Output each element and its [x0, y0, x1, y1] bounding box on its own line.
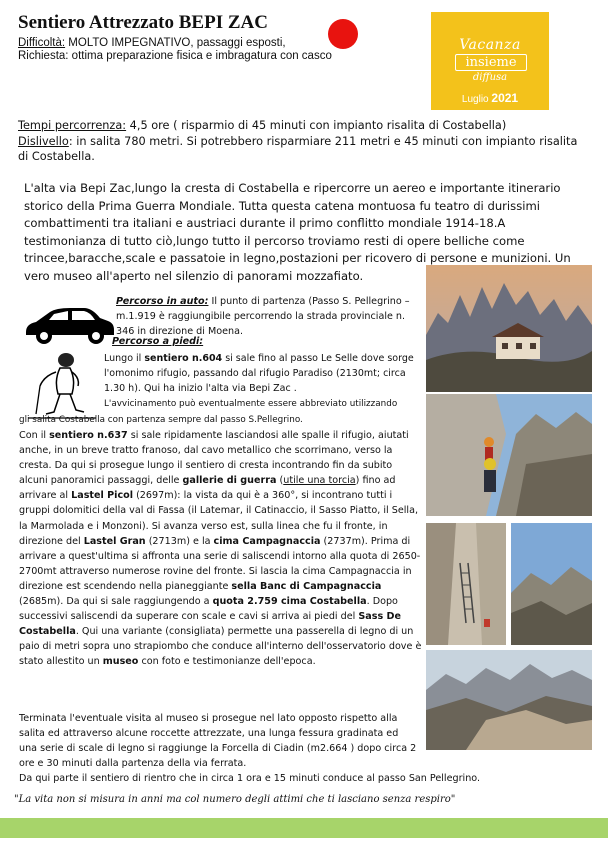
- logo-year: 2021: [491, 91, 519, 105]
- logo-month: Luglio: [461, 94, 489, 105]
- main-route-paragraph: [19, 428, 423, 670]
- sass-de-costabella: Sass De Costabella: [19, 611, 401, 638]
- logo-date: [431, 91, 549, 105]
- elevation-value: : in salita 780 metri. Si potrebbero risparmiare 211 metri e 45 minuti con impianto risalita di Costabella.: [18, 134, 578, 163]
- car-route-label: Percorso in auto:: [116, 296, 209, 307]
- main-text: . Qui una variante (consigliata) permette una passerella di legno di un paio di metri sopra uno strapiombo che conduce all'interno dell'osservatorio dove è stato allestito un: [19, 626, 422, 668]
- main-text: con foto e testimonianze dell'epoca.: [138, 656, 316, 668]
- walk-route-paragraph: [104, 351, 420, 412]
- panorama-photo: [426, 650, 592, 750]
- times-block: [18, 118, 578, 165]
- page-title: Sentiero Attrezzato BEPI ZAC: [18, 12, 268, 33]
- hiker-icon: [26, 350, 98, 420]
- cima-costabella: quota 2.759 cima Costabella: [212, 596, 367, 608]
- rifugio-photo: [426, 265, 592, 392]
- requirement-text: Richiesta: ottima preparazione fisica e imbragatura con casco: [18, 50, 332, 62]
- cima-campagnaccia: cima Campagnaccia: [213, 535, 321, 547]
- intro-paragraph: L'alta via Bepi Zac,lungo la cresta di Costabella e ripercorre un aereo e importante itinerario storico della Prima Guerra Mondiale. Tutta questa catena montuosa fu teatro di durissimi combattimenti tra italiani e austriaci durante il primo conflitto mondiale 1914-18.A testimonianza di tutto ciò,lungo tutto il percorso troviamo resti di opere belliche come trincee,baracche,scale e passatoie in legno,postazioni per ricovero di persone e munizioni. Un vero museo all'aperto nel silenzio di panorami mozzafiato.: [24, 181, 571, 283]
- lastel-gran: Lastel Gran: [83, 535, 146, 547]
- walk-route-label: Percorso a piedi:: [112, 336, 204, 347]
- return-text-2: Da qui parte il sentiero di rientro che in circa 1 ora e 15 minuti conduce al passo San Pellegrino.: [19, 773, 481, 785]
- war-galleries: gallerie di guerra: [182, 475, 277, 487]
- vacanza-insieme-logo: [431, 12, 549, 110]
- ridge-photo: [511, 523, 592, 645]
- walk-shortcut-continued: gli salita Costabella con partenza sempre dal passo S.Pellegrino.: [19, 415, 303, 425]
- main-text: (2713m) e la: [145, 535, 214, 547]
- lastel-picol: Lastel Picol: [71, 490, 134, 502]
- difficulty-value: MOLTO IMPEGNATIVO, passaggi esposti,: [65, 37, 286, 49]
- walk-shortcut-text: L'avvicinamento può eventualmente essere abbreviato utilizzando: [104, 399, 398, 409]
- car-route-paragraph: [116, 294, 416, 339]
- elevation-label: Dislivello: [18, 134, 69, 148]
- difficulty-red-dot: [328, 19, 358, 49]
- trail-637: sentiero n.637: [49, 430, 128, 441]
- logo-line2: insieme: [455, 54, 527, 71]
- difficulty-block: [18, 37, 332, 63]
- sella-banc: sella Banc di Campagnaccia: [231, 580, 382, 592]
- walk-trail-604: sentiero n.604: [144, 353, 223, 364]
- times-value: 4,5 ore ( risparmio di 45 minuti con impianto risalita di Costabella): [126, 119, 507, 132]
- car-icon: [22, 302, 116, 346]
- main-text: (2685m). Da qui si sale raggiungendo a: [19, 596, 213, 608]
- museum: museo: [102, 656, 139, 668]
- torch-note: utile una torcia: [283, 475, 356, 487]
- car-route-text: Il punto di partenza (Passo S. Pellegrino –m.1.919 è raggiungibile percorrendo la strada provinciale n. 346 in direzione di Moena.: [116, 296, 410, 337]
- main-text: (2737m). Prima di arrivare a quest'ultima si affronta una serie di saliscendi intorno alla quota di 2650-2700mt attraverso numerose rovine del fronte. Si lascia la cima Campagnaccia in direzione est scendendo nella pianeggiante: [19, 535, 421, 592]
- times-label: Tempi percorrenza:: [18, 119, 127, 132]
- walk-text-a: Lungo il: [104, 353, 145, 364]
- main-text: (: [276, 475, 284, 487]
- walk-text-c: si sale fino al passo Le Selle dove sorge l'omonimo rifugio, passando dal rifugio Paradiso (2130mt; circa 1.30 h). Qui ha inizio l'alta via Bepi Zac .: [104, 353, 414, 394]
- return-text-1: Terminata l'eventuale visita al museo si prosegue nel lato opposto rispetto alla salita ed attraverso alcune roccette attrezzate, una lunga fessura gradinata ed una serie di scale di legno si raggiunge la Forcella di Ciadin (m2.664 ) dopo circa 2 ore e 30 minuti dalla partenza della via ferrata.: [19, 713, 417, 770]
- logo-line1: Vacanza: [459, 37, 521, 53]
- footer-bar: [0, 818, 608, 838]
- ladder-photo: [426, 523, 506, 645]
- main-text: ) fino ad arrivare al: [19, 475, 396, 502]
- difficulty-label: Difficoltà:: [18, 37, 66, 49]
- main-text: . Dopo successivi saliscendi da superare con scale e cavi si arriva ai piedi del: [19, 596, 398, 623]
- logo-line3: diffusa: [472, 72, 508, 83]
- ferrata-climbers-photo: [426, 394, 592, 516]
- main-text: si sale ripidamente lasciandosi alle spalle il rifugio, aiutati anche, in un breve tratto franoso, dal cavo metallico che scorrimano, verso la cresta. Da qui si prosegue lungo il sentiero di cresta incontrando fin da subito alcuni panoramici passaggi, delle: [19, 430, 409, 487]
- main-text: (2697m): la vista da qui è a 360°, si incontrano tutti i gruppi dolomitici della val di Fassa (il Latemar, il Catinaccio, il Sasso Piatto, il Sella, la Marmolada e i Monzoni). Si avanza verso est, sulla linea che fu il fronte, in direzione del: [19, 490, 419, 547]
- main-text: Con il: [19, 430, 50, 441]
- closing-quote: "La vita non si misura in anni ma col numero degli attimi che ti lasciano senza respiro": [14, 794, 456, 805]
